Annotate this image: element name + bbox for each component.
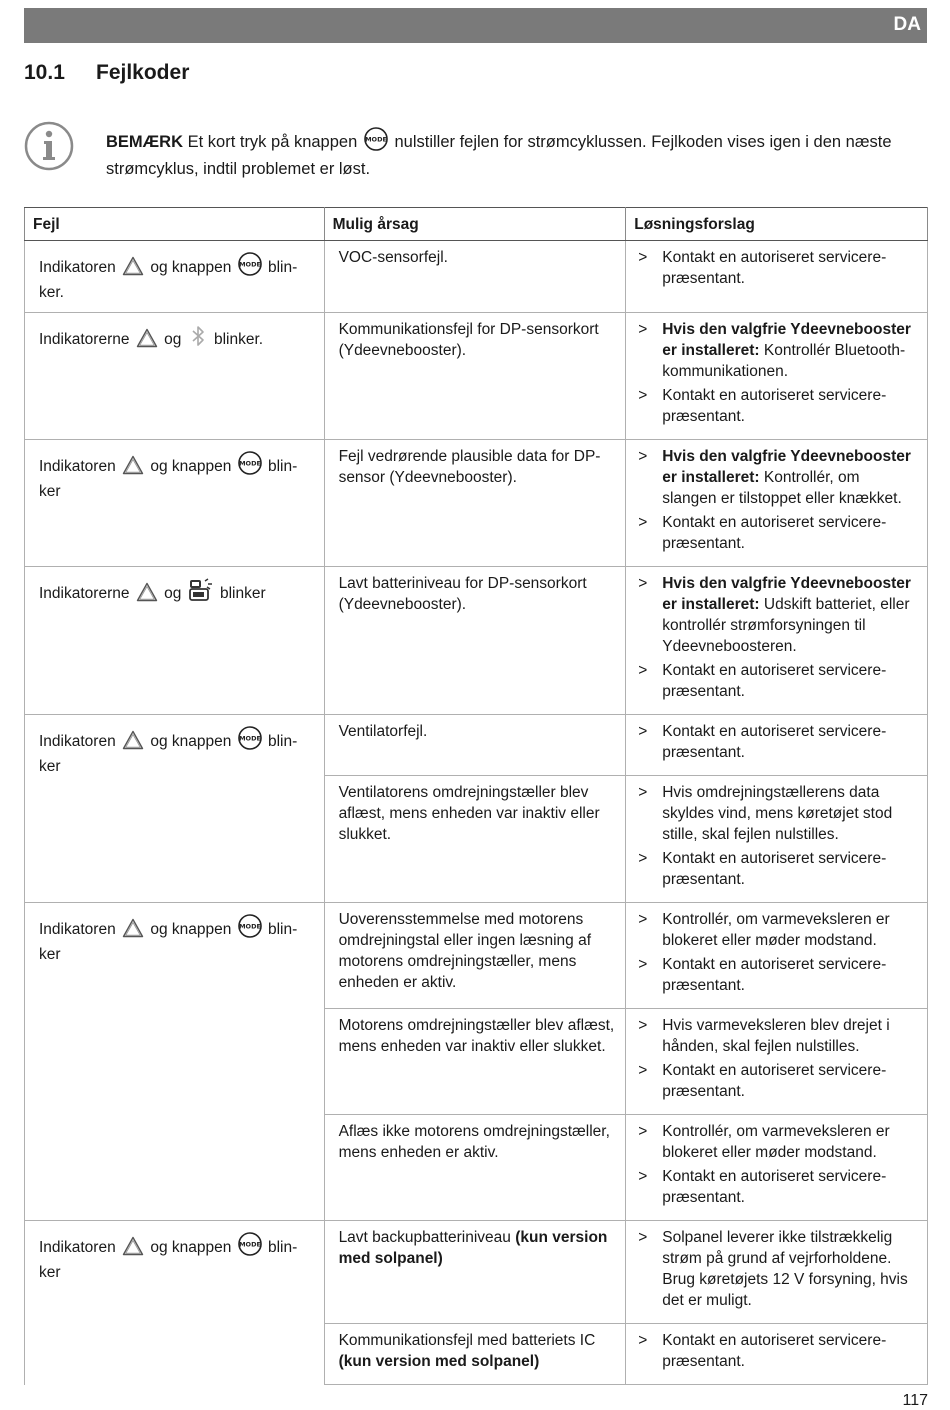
solution-cell: [626, 776, 928, 903]
solution-cell: [626, 567, 928, 715]
cause-cell: Fejl vedrørende plausible data for DP-sensor (Ydeevnebooster).: [324, 440, 626, 567]
solution-cell: [626, 440, 928, 567]
svg-text:MODE: MODE: [238, 734, 261, 743]
mode-button-icon: [238, 1232, 262, 1262]
cause-cell: Uoverensstemmelse med motorens omdrejningstal eller ingen læsning af motorens omdrejningstæller, mens enheden er aktiv.: [324, 903, 626, 1009]
column-header-cause: Mulig årsag: [324, 208, 626, 241]
fault-text: ker: [39, 946, 61, 963]
fault-text: Indikatoren: [39, 921, 116, 938]
warning-triangle-icon: [122, 256, 144, 282]
cause-cell: Aflæs ikke motorens omdrejningstæller, mens enheden er aktiv.: [324, 1115, 626, 1221]
section-heading: [24, 61, 189, 85]
solution-item: > Solpanel leverer ikke tilstrækkelig strøm på grund af vejrforholdene. Brug køretøjets 12 V forsyning, hvis det er muligt.: [638, 1229, 908, 1309]
table-row: [25, 567, 928, 715]
fault-text: Indikatorerne: [39, 585, 130, 602]
note-text: [106, 127, 936, 181]
note-text-before: Et kort tryk på knappen: [187, 133, 358, 151]
fault-text: blin-: [267, 259, 298, 276]
fault-text: Indikatorerne: [39, 331, 130, 348]
fault-text: og knappen: [150, 921, 232, 938]
solution-item: > Kontakt en autoriseret servicere-præsentant.: [638, 249, 887, 287]
solution-cell: [626, 1324, 928, 1385]
fault-text: ker: [39, 1264, 61, 1281]
fault-text: og knappen: [150, 733, 232, 750]
column-header-fault: Fejl: [25, 208, 325, 241]
language-header-bar: [24, 8, 927, 43]
fault-cell: [25, 715, 325, 903]
fault-cell: [25, 1221, 325, 1385]
solution-cell: [626, 903, 928, 1009]
cause-cell: VOC-sensorfejl.: [324, 241, 626, 313]
fault-text: og knappen: [150, 259, 232, 276]
warning-triangle-icon: [122, 918, 144, 944]
solution-item: > Kontakt en autoriseret servicere-præsentant.: [638, 956, 887, 994]
solution-item: > Hvis den valgfrie Ydeevnebooster er installeret: Kontrollér, om slangen er tilstoppet eller knækket.: [638, 448, 911, 507]
table-header-row: [25, 208, 928, 241]
warning-triangle-icon: [136, 328, 158, 354]
mode-button-icon: [238, 451, 262, 481]
svg-text:MODE: MODE: [238, 1240, 261, 1249]
fault-text: og: [164, 585, 182, 602]
solution-item: > Kontakt en autoriseret servicere-præsentant.: [638, 1168, 887, 1206]
fault-text: blin-: [267, 921, 298, 938]
fault-text: ker: [39, 758, 61, 775]
fault-text: blinker.: [213, 331, 264, 348]
solution-cell: [626, 313, 928, 440]
solution-item: > Kontakt en autoriseret servicere-præsentant.: [638, 514, 887, 552]
table-row: [25, 1221, 928, 1324]
mode-button-icon: [238, 914, 262, 944]
solution-item: > Kontakt en autoriseret servicere-præsentant.: [638, 387, 887, 425]
note-label: BEMÆRK: [106, 133, 183, 151]
solution-cell: [626, 1115, 928, 1221]
cause-cell: Lavt batteriniveau for DP-sensorkort (Ydeevnebooster).: [324, 567, 626, 715]
solution-item: > Kontakt en autoriseret servicere-præsentant.: [638, 662, 887, 700]
fault-text: Indikatoren: [39, 458, 116, 475]
table-row: [25, 241, 928, 313]
cause-cell: Kommunikationsfejl for DP-sensorkort (Ydeevnebooster).: [324, 313, 626, 440]
solution-cell: [626, 715, 928, 776]
language-code: DA: [893, 14, 921, 35]
solution-cell: [626, 1009, 928, 1115]
fault-text: Indikatoren: [39, 1239, 116, 1256]
mode-button-icon: [238, 252, 262, 282]
error-code-table: [24, 207, 928, 1385]
warning-triangle-icon: [136, 582, 158, 608]
bluetooth-icon: [188, 324, 208, 354]
cause-cell: Kommunikationsfejl med batteriets IC (kun version med solpanel): [324, 1324, 626, 1385]
solution-item: > Hvis den valgfrie Ydeevnebooster er installeret: Kontrollér Bluetooth-kommunikationen.: [638, 321, 911, 380]
svg-text:MODE: MODE: [238, 922, 261, 931]
table-row: [25, 440, 928, 567]
warning-triangle-icon: [122, 455, 144, 481]
info-icon: [24, 121, 74, 171]
mode-button-icon: [364, 127, 388, 158]
solution-cell: [626, 1221, 928, 1324]
solution-item: > Kontrollér, om varmeveksleren er blokeret eller møder modstand.: [638, 1123, 890, 1161]
solution-item: > Hvis omdrejningstællerens data skyldes vind, mens køretøjet stod stille, skal fejlen nulstilles.: [638, 784, 893, 843]
fault-text: blin-: [267, 733, 298, 750]
cause-cell: Ventilatorfejl.: [324, 715, 626, 776]
solution-item: > Kontakt en autoriseret servicere-præsentant.: [638, 1332, 887, 1370]
fault-text: og: [164, 331, 182, 348]
fault-text: blinker: [219, 585, 266, 602]
fault-text: ker.: [39, 284, 64, 301]
solution-item: > Kontakt en autoriseret servicere-præsentant.: [638, 723, 887, 761]
fault-text: Indikatoren: [39, 733, 116, 750]
solution-item: > Kontakt en autoriseret servicere-præsentant.: [638, 1062, 887, 1100]
fault-text: Indikatoren: [39, 259, 116, 276]
solution-item: > Kontrollér, om varmeveksleren er blokeret eller møder modstand.: [638, 911, 890, 949]
mode-button-icon: [238, 726, 262, 756]
warning-triangle-icon: [122, 1236, 144, 1262]
fault-text: og knappen: [150, 1239, 232, 1256]
svg-text:MODE: MODE: [364, 135, 387, 144]
table-row: [25, 903, 928, 1009]
column-header-solution: Løsningsforslag: [626, 208, 928, 241]
fault-cell: [25, 903, 325, 1221]
fault-cell: [25, 567, 325, 715]
fault-cell: [25, 241, 325, 313]
fault-text: ker: [39, 483, 61, 500]
solution-cell: [626, 241, 928, 313]
warning-triangle-icon: [122, 730, 144, 756]
cause-cell: Motorens omdrejningstæller blev aflæst, mens enheden var inaktiv eller slukket.: [324, 1009, 626, 1115]
fault-text: og knappen: [150, 458, 232, 475]
table-row: [25, 313, 928, 440]
sensor-battery-icon: [188, 578, 214, 608]
cause-cell: Lavt backupbatteriniveau (kun version med solpanel): [324, 1221, 626, 1324]
section-number: 10.1: [24, 61, 65, 84]
fault-text: blin-: [267, 458, 298, 475]
fault-cell: [25, 440, 325, 567]
table-row: [25, 715, 928, 776]
solution-item: > Hvis varmeveksleren blev drejet i hånden, skal fejlen nulstilles.: [638, 1017, 890, 1055]
page-number: 117: [902, 1392, 928, 1409]
cause-cell: Ventilatorens omdrejningstæller blev aflæst, mens enheden var inaktiv eller slukket.: [324, 776, 626, 903]
solution-item: > Hvis den valgfrie Ydeevnebooster er installeret: Udskift batteriet, eller kontrollér strømforsyningen til Ydeevneboosteren.: [638, 575, 911, 655]
svg-text:MODE: MODE: [238, 459, 261, 468]
fault-cell: [25, 313, 325, 440]
section-title: Fejlkoder: [96, 61, 190, 84]
note-text-after: nulstiller fejlen for strømcyklussen. Fejlkoden vises igen i den næste strømcyklus, indtil problemet er løst.: [106, 133, 892, 178]
solution-item: > Kontakt en autoriseret servicere-præsentant.: [638, 850, 887, 888]
fault-text: blin-: [267, 1239, 298, 1256]
svg-text:MODE: MODE: [238, 260, 261, 269]
